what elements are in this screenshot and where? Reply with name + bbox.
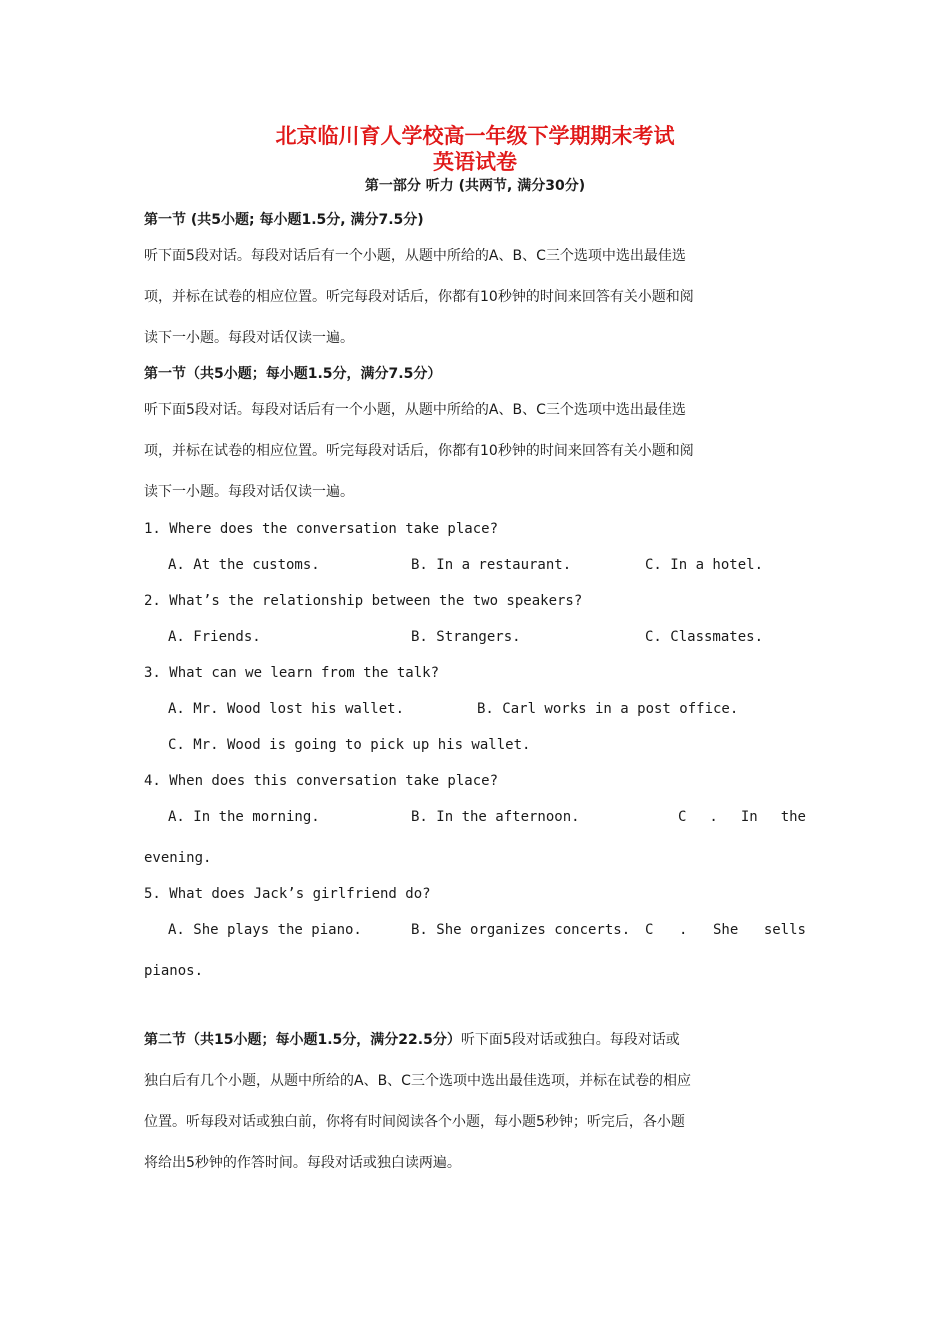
section-two-instructions-line3: 位置。听每段对话或独白前，你将有时间阅读各个小题，每小题5秒钟；听完后，各小题 [144,1114,685,1130]
section-two-instructions-line2: 独白后有几个小题，从题中所给的A、B、C三个选项中选出最佳选项，并标在试卷的相应 [144,1073,691,1089]
question-4-option-c-word2: the [780,809,806,825]
part-one-heading: 第一部分 听力 (共两节, 满分30分) [364,178,586,194]
question-4-option-c-word1: In [740,809,758,825]
section-two-heading: 第二节（共15小题；每小题1.5分，满分22.5分） [144,1032,461,1048]
question-1-option-c: C. In a hotel. [645,557,764,573]
question-5-option-c-word2: sells [763,922,806,938]
question-3-option-a: A. Mr. Wood lost his wallet. [168,701,405,717]
question-4-option-c [678,807,806,827]
section-one-heading-repeat: 第一节（共5小题；每小题1.5分，满分7.5分） [144,366,442,382]
section-one-repeat-instructions-line2: 项，并标在试卷的相应位置。听完每段对话后，你都有10秒钟的时间来回答有关小题和阅 [144,443,694,459]
question-3-option-b: B. Carl works in a post office. [477,701,739,717]
question-1-stem: 1. Where does the conversation take place? [144,521,499,537]
question-5-option-c-word1: She [712,922,739,938]
question-5-stem: 5. What does Jack’s girlfriend do? [144,886,431,902]
section-one-repeat-instructions-line1: 听下面5段对话。每段对话后有一个小题，从题中所给的A、B、C三个选项中选出最佳选 [144,402,686,418]
section-one-repeat-instructions-line3: 读下一小题。每段对话仅读一遍。 [144,484,354,500]
question-5-option-c [645,920,806,940]
question-2-stem: 2. What’s the relationship between the two speakers? [144,593,583,609]
section-one-instructions-line2: 项，并标在试卷的相应位置。听完每段对话后，你都有10秒钟的时间来回答有关小题和阅 [144,289,694,305]
question-1-option-b: B. In a restaurant. [411,557,572,573]
question-2-option-c: C. Classmates. [645,629,764,645]
question-3-stem: 3. What can we learn from the talk? [144,665,440,681]
section-one-instructions-line1: 听下面5段对话。每段对话后有一个小题，从题中所给的A、B、C三个选项中选出最佳选 [144,248,686,264]
section-two-paragraph-line1 [144,1030,806,1050]
exam-title: 北京临川育人学校高一年级下学期期末考试 [275,124,675,148]
section-two-instructions-line4: 将给出5秒钟的作答时间。每段对话或独白读两遍。 [144,1155,461,1171]
section-two-instructions-start: 听下面5段对话或独白。每段对话或 [460,1032,680,1048]
question-5-option-c-continued: pianos. [144,963,204,979]
question-3-option-c: C. Mr. Wood is going to pick up his wallet. [168,737,531,753]
question-5-option-c-dot: . [678,922,688,938]
question-4-option-c-letter: C [678,809,687,825]
question-2-option-a: A. Friends. [168,629,261,645]
question-2-option-b: B. Strangers. [411,629,521,645]
exam-subject-title: 英语试卷 [433,150,517,174]
question-5-option-b: B. She organizes concerts. [411,922,631,938]
question-4-option-a: A. In the morning. [168,809,320,825]
question-4-option-b: B. In the afternoon. [411,809,580,825]
question-4-stem: 4. When does this conversation take place? [144,773,499,789]
question-5-option-a: A. She plays the piano. [168,922,362,938]
question-4-option-c-dot: . [709,809,718,825]
section-one-heading: 第一节 (共5小题; 每小题1.5分, 满分7.5分) [144,212,424,228]
question-1-option-a: A. At the customs. [168,557,320,573]
section-one-instructions-line3: 读下一小题。每段对话仅读一遍。 [144,330,354,346]
question-4-option-c-continued: evening. [144,850,212,866]
question-5-option-c-letter: C [645,922,654,938]
